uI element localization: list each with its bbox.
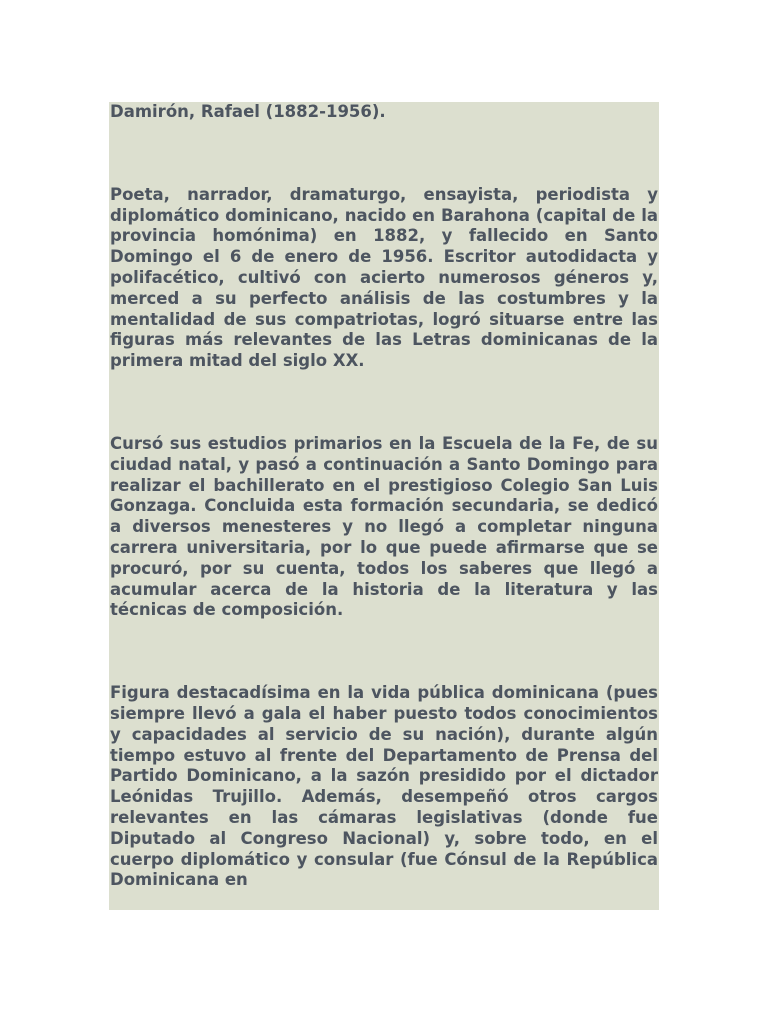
- paragraph-2: Cursó sus estudios primarios en la Escuela de la Fe, de su ciudad natal, y pasó a continuación a Santo Domingo para realizar el bachillerato en el prestigioso Colegio San Luis Gonzaga. Concluida esta formación secundaria, se dedicó a diversos menesteres y no llegó a completar ninguna carrera universitaria, por lo que puede afirmarse que se procuró, por su cuenta, todos los saberes que llegó a acumular acerca de la historia de la literatura y las técnicas de composición.: [110, 433, 658, 620]
- paragraph-1: Poeta, narrador, dramaturgo, ensayista, periodista y diplomático dominicano, nacido en Barahona (capital de la provincia homónima) en 1882, y fallecido en Santo Domingo el 6 de enero de 1956. Escritor autodidacta y polifacético, cultivó con acierto numerosos géneros y, merced a su perfecto análisis de las costumbres y la mentalidad de sus compatriotas, logró situarse entre las figuras más relevantes de las Letras dominicanas de la primera mitad del siglo XX.: [110, 184, 658, 371]
- paragraph-spacer: [109, 621, 659, 683]
- entry-title: Damirón, Rafael (1882-1956).: [110, 102, 386, 121]
- biography-text-block: [109, 102, 659, 910]
- paragraph-spacer: [109, 372, 659, 434]
- paragraph-spacer: [109, 123, 659, 185]
- paragraph-3: Figura destacadísima en la vida pública dominicana (pues siempre llevó a gala el haber puesto todos conocimientos y capacidades al servicio de su nación), durante algún tiempo estuvo al frente del Departamento de Prensa del Partido Dominicano, a la sazón presidido por el dictador Leónidas Trujillo. Además, desempeñó otros cargos relevantes en las cámaras legislativas (donde fue Diputado al Congreso Nacional) y, sobre todo, en el cuerpo diplomático y consular (fue Cónsul de la República Dominicana en: [110, 683, 658, 890]
